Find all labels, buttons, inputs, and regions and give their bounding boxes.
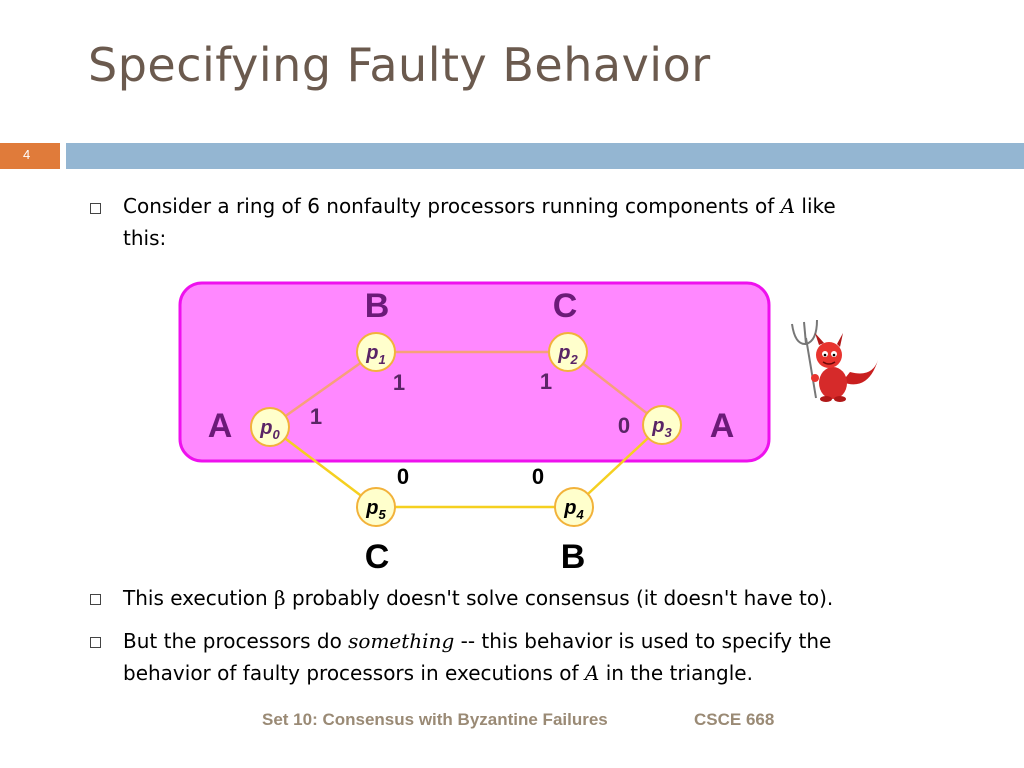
bullet-3-text-end: -- this behavior is used to specify the	[454, 629, 832, 653]
node-p0	[251, 408, 289, 446]
group-label-p1: B	[364, 287, 390, 325]
devil-with-pitchfork-icon	[792, 320, 878, 402]
input-p4: 0	[531, 464, 545, 489]
input-p3: 0	[617, 413, 631, 438]
node-label-base: p	[366, 342, 379, 364]
node-p3	[643, 406, 681, 444]
node-p2	[549, 333, 587, 371]
bullet-3	[123, 625, 953, 689]
algorithm-symbol: A	[780, 194, 796, 218]
node-p4	[555, 488, 593, 526]
input-p2: 1	[539, 369, 553, 394]
bullet-3-line2-end: in the triangle.	[599, 661, 753, 685]
node-label-base: p	[558, 342, 571, 364]
node-label-base: p	[652, 415, 665, 437]
input-p1: 1	[392, 370, 406, 395]
bullet-2-text-end: probably doesn't solve consensus (it doesn't have to).	[285, 586, 834, 610]
bullet-marker	[90, 637, 101, 648]
bullet-1-text: Consider a ring of 6 nonfaulty processors running components of	[123, 194, 781, 218]
node-label-base: p	[260, 417, 273, 439]
node-p5	[357, 488, 395, 526]
input-p5: 0	[396, 464, 410, 489]
slide-number: 4	[23, 147, 31, 162]
group-label-p2: C	[552, 287, 578, 325]
bullet-1-text-end: like	[795, 194, 836, 218]
bullet-marker	[90, 594, 101, 605]
node-label-sub: 1	[378, 352, 386, 367]
footer-course-title: Set 10: Consensus with Byzantine Failures	[262, 710, 608, 729]
node-label-sub: 4	[576, 507, 584, 522]
group-label-p5: C	[364, 538, 390, 576]
footer-course-code: CSCE 668	[694, 710, 775, 729]
bullet-3-text: But the processors do	[123, 629, 349, 653]
bullet-3-line2: behavior of faulty processors in executions of	[123, 661, 585, 685]
bullet-2	[123, 582, 953, 614]
node-label-base: p	[564, 497, 577, 519]
emphasis-something: something	[348, 629, 455, 653]
algorithm-symbol: A	[584, 661, 600, 685]
bullet-2-text: This execution	[123, 586, 275, 610]
beta-symbol: β	[274, 586, 286, 610]
node-label-sub: 2	[570, 352, 578, 367]
group-label-p0: A	[207, 407, 233, 445]
slide-title: Specifying Faulty Behavior	[88, 38, 711, 92]
node-p1	[357, 333, 395, 371]
group-label-p3: A	[709, 407, 735, 445]
node-label-sub: 3	[664, 425, 672, 440]
group-label-p4: B	[560, 538, 586, 576]
node-label-sub: 0	[272, 427, 280, 442]
bullet-1-line2: this:	[123, 226, 167, 250]
node-label-sub: 5	[378, 507, 386, 522]
node-label-base: p	[366, 497, 379, 519]
input-p0: 1	[309, 404, 323, 429]
